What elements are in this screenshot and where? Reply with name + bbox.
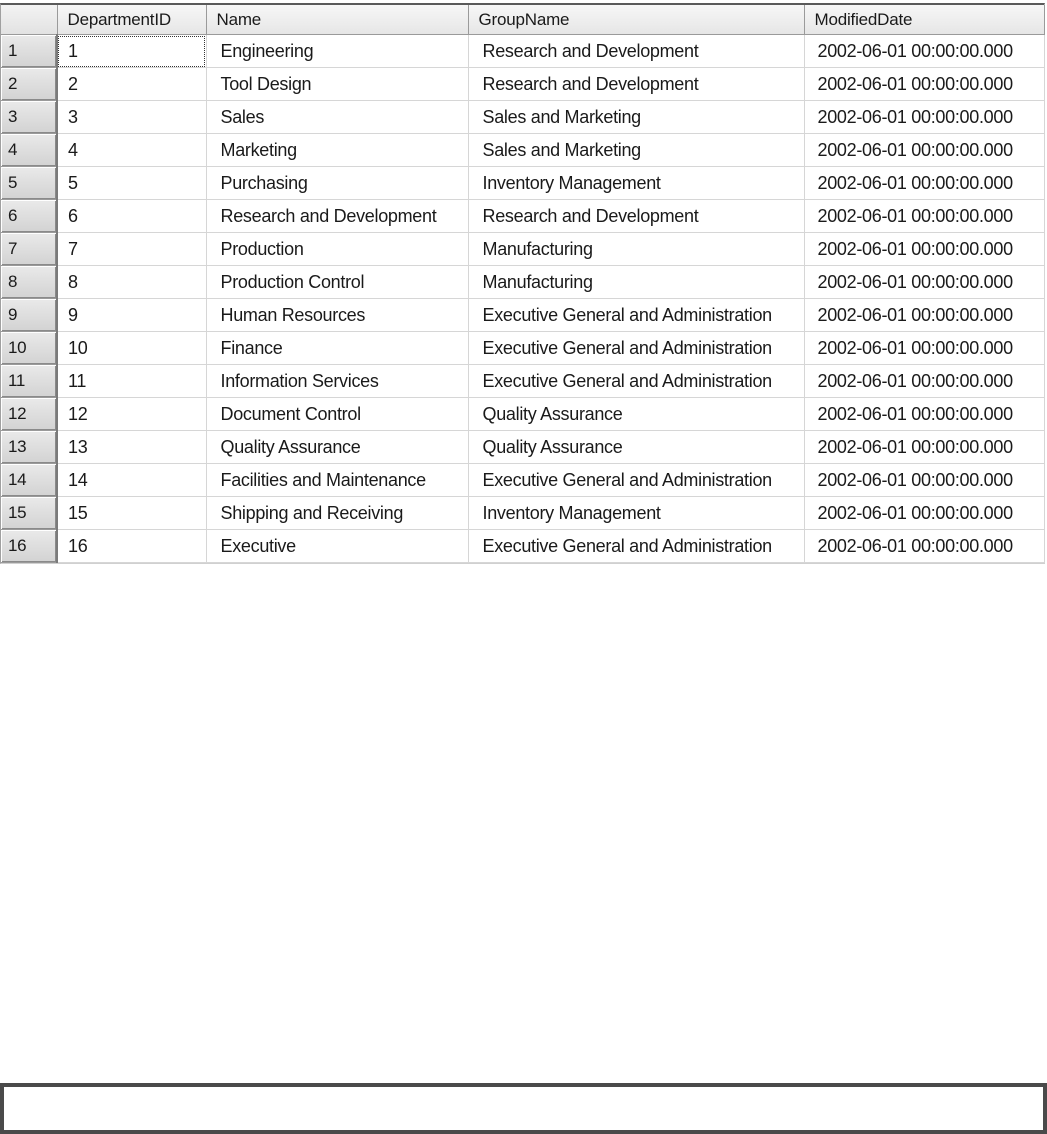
table-row[interactable]	[1, 497, 1044, 530]
cell-departmentid[interactable]: 16	[57, 530, 206, 563]
cell-departmentid[interactable]: 5	[57, 167, 206, 200]
cell-groupname[interactable]: Inventory Management	[468, 497, 804, 530]
row-number-header[interactable]: 16	[1, 530, 57, 563]
cell-name[interactable]: Facilities and Maintenance	[206, 464, 468, 497]
table-row[interactable]	[1, 332, 1044, 365]
select-all-corner[interactable]	[1, 5, 57, 35]
row-number-header[interactable]: 10	[1, 332, 57, 365]
cell-modifieddate[interactable]: 2002-06-01 00:00:00.000	[804, 299, 1044, 332]
cell-name[interactable]: Marketing	[206, 134, 468, 167]
results-table	[1, 5, 1045, 563]
cell-name[interactable]: Research and Development	[206, 200, 468, 233]
cell-groupname[interactable]: Research and Development	[468, 200, 804, 233]
cell-name[interactable]: Shipping and Receiving	[206, 497, 468, 530]
row-number-header[interactable]: 11	[1, 365, 57, 398]
table-row[interactable]	[1, 167, 1044, 200]
cell-groupname[interactable]: Quality Assurance	[468, 431, 804, 464]
cell-groupname[interactable]: Research and Development	[468, 35, 804, 68]
cell-modifieddate[interactable]: 2002-06-01 00:00:00.000	[804, 134, 1044, 167]
cell-departmentid[interactable]: 7	[57, 233, 206, 266]
cell-departmentid[interactable]: 4	[57, 134, 206, 167]
cell-departmentid[interactable]: 14	[57, 464, 206, 497]
cell-groupname[interactable]: Quality Assurance	[468, 398, 804, 431]
table-row[interactable]	[1, 365, 1044, 398]
cell-modifieddate[interactable]: 2002-06-01 00:00:00.000	[804, 398, 1044, 431]
row-number-header[interactable]: 14	[1, 464, 57, 497]
cell-modifieddate[interactable]: 2002-06-01 00:00:00.000	[804, 68, 1044, 101]
table-row[interactable]	[1, 101, 1044, 134]
cell-modifieddate[interactable]: 2002-06-01 00:00:00.000	[804, 497, 1044, 530]
cell-modifieddate[interactable]: 2002-06-01 00:00:00.000	[804, 35, 1044, 68]
cell-departmentid[interactable]: 9	[57, 299, 206, 332]
cell-name[interactable]: Tool Design	[206, 68, 468, 101]
row-number-header[interactable]: 4	[1, 134, 57, 167]
table-row[interactable]	[1, 398, 1044, 431]
cell-name[interactable]: Purchasing	[206, 167, 468, 200]
row-number-header[interactable]: 5	[1, 167, 57, 200]
cell-modifieddate[interactable]: 2002-06-01 00:00:00.000	[804, 431, 1044, 464]
column-header-departmentid[interactable]: DepartmentID	[57, 5, 206, 35]
cell-groupname[interactable]: Manufacturing	[468, 266, 804, 299]
cell-departmentid[interactable]: 3	[57, 101, 206, 134]
column-header-modifieddate[interactable]: ModifiedDate	[804, 5, 1044, 35]
cell-modifieddate[interactable]: 2002-06-01 00:00:00.000	[804, 332, 1044, 365]
row-number-header[interactable]: 1	[1, 35, 57, 68]
cell-modifieddate[interactable]: 2002-06-01 00:00:00.000	[804, 200, 1044, 233]
cell-departmentid[interactable]: 12	[57, 398, 206, 431]
cell-modifieddate[interactable]: 2002-06-01 00:00:00.000	[804, 530, 1044, 563]
cell-departmentid[interactable]: 2	[57, 68, 206, 101]
cell-name[interactable]: Executive	[206, 530, 468, 563]
cell-modifieddate[interactable]: 2002-06-01 00:00:00.000	[804, 233, 1044, 266]
row-number-header[interactable]: 6	[1, 200, 57, 233]
cell-groupname[interactable]: Executive General and Administration	[468, 464, 804, 497]
row-number-header[interactable]: 2	[1, 68, 57, 101]
cell-groupname[interactable]: Sales and Marketing	[468, 101, 804, 134]
table-row[interactable]	[1, 233, 1044, 266]
cell-groupname[interactable]: Executive General and Administration	[468, 299, 804, 332]
row-number-header[interactable]: 7	[1, 233, 57, 266]
table-row[interactable]	[1, 431, 1044, 464]
table-row[interactable]	[1, 35, 1044, 68]
cell-groupname[interactable]: Executive General and Administration	[468, 365, 804, 398]
cell-departmentid[interactable]: 15	[57, 497, 206, 530]
row-number-header[interactable]: 8	[1, 266, 57, 299]
cell-departmentid[interactable]: 6	[57, 200, 206, 233]
row-number-header[interactable]: 13	[1, 431, 57, 464]
cell-name[interactable]: Information Services	[206, 365, 468, 398]
cell-modifieddate[interactable]: 2002-06-01 00:00:00.000	[804, 167, 1044, 200]
cell-name[interactable]: Quality Assurance	[206, 431, 468, 464]
cell-name[interactable]: Sales	[206, 101, 468, 134]
cell-groupname[interactable]: Executive General and Administration	[468, 332, 804, 365]
column-header-groupname[interactable]: GroupName	[468, 5, 804, 35]
cell-name[interactable]: Finance	[206, 332, 468, 365]
results-grid[interactable]	[0, 3, 1045, 564]
grid-body	[1, 35, 1044, 563]
cell-name[interactable]: Engineering	[206, 35, 468, 68]
row-number-header[interactable]: 9	[1, 299, 57, 332]
row-number-header[interactable]: 12	[1, 398, 57, 431]
table-row[interactable]	[1, 68, 1044, 101]
cell-groupname[interactable]: Inventory Management	[468, 167, 804, 200]
cell-departmentid[interactable]: 11	[57, 365, 206, 398]
table-row[interactable]	[1, 299, 1044, 332]
header-row	[1, 5, 1044, 35]
status-box	[0, 1083, 1047, 1134]
cell-modifieddate[interactable]: 2002-06-01 00:00:00.000	[804, 365, 1044, 398]
cell-departmentid[interactable]: 1	[57, 35, 206, 68]
cell-groupname[interactable]: Manufacturing	[468, 233, 804, 266]
table-row[interactable]	[1, 134, 1044, 167]
cell-departmentid[interactable]: 10	[57, 332, 206, 365]
cell-name[interactable]: Human Resources	[206, 299, 468, 332]
table-row[interactable]	[1, 530, 1044, 563]
row-number-header[interactable]: 3	[1, 101, 57, 134]
column-header-name[interactable]: Name	[206, 5, 468, 35]
row-number-header[interactable]: 15	[1, 497, 57, 530]
cell-modifieddate[interactable]: 2002-06-01 00:00:00.000	[804, 101, 1044, 134]
table-row[interactable]	[1, 200, 1044, 233]
cell-name[interactable]: Production	[206, 233, 468, 266]
cell-groupname[interactable]: Research and Development	[468, 68, 804, 101]
cell-modifieddate[interactable]: 2002-06-01 00:00:00.000	[804, 464, 1044, 497]
cell-name[interactable]: Production Control	[206, 266, 468, 299]
table-row[interactable]	[1, 464, 1044, 497]
cell-name[interactable]: Document Control	[206, 398, 468, 431]
cell-groupname[interactable]: Sales and Marketing	[468, 134, 804, 167]
table-row[interactable]	[1, 266, 1044, 299]
cell-groupname[interactable]: Executive General and Administration	[468, 530, 804, 563]
cell-departmentid[interactable]: 8	[57, 266, 206, 299]
cell-departmentid[interactable]: 13	[57, 431, 206, 464]
cell-modifieddate[interactable]: 2002-06-01 00:00:00.000	[804, 266, 1044, 299]
